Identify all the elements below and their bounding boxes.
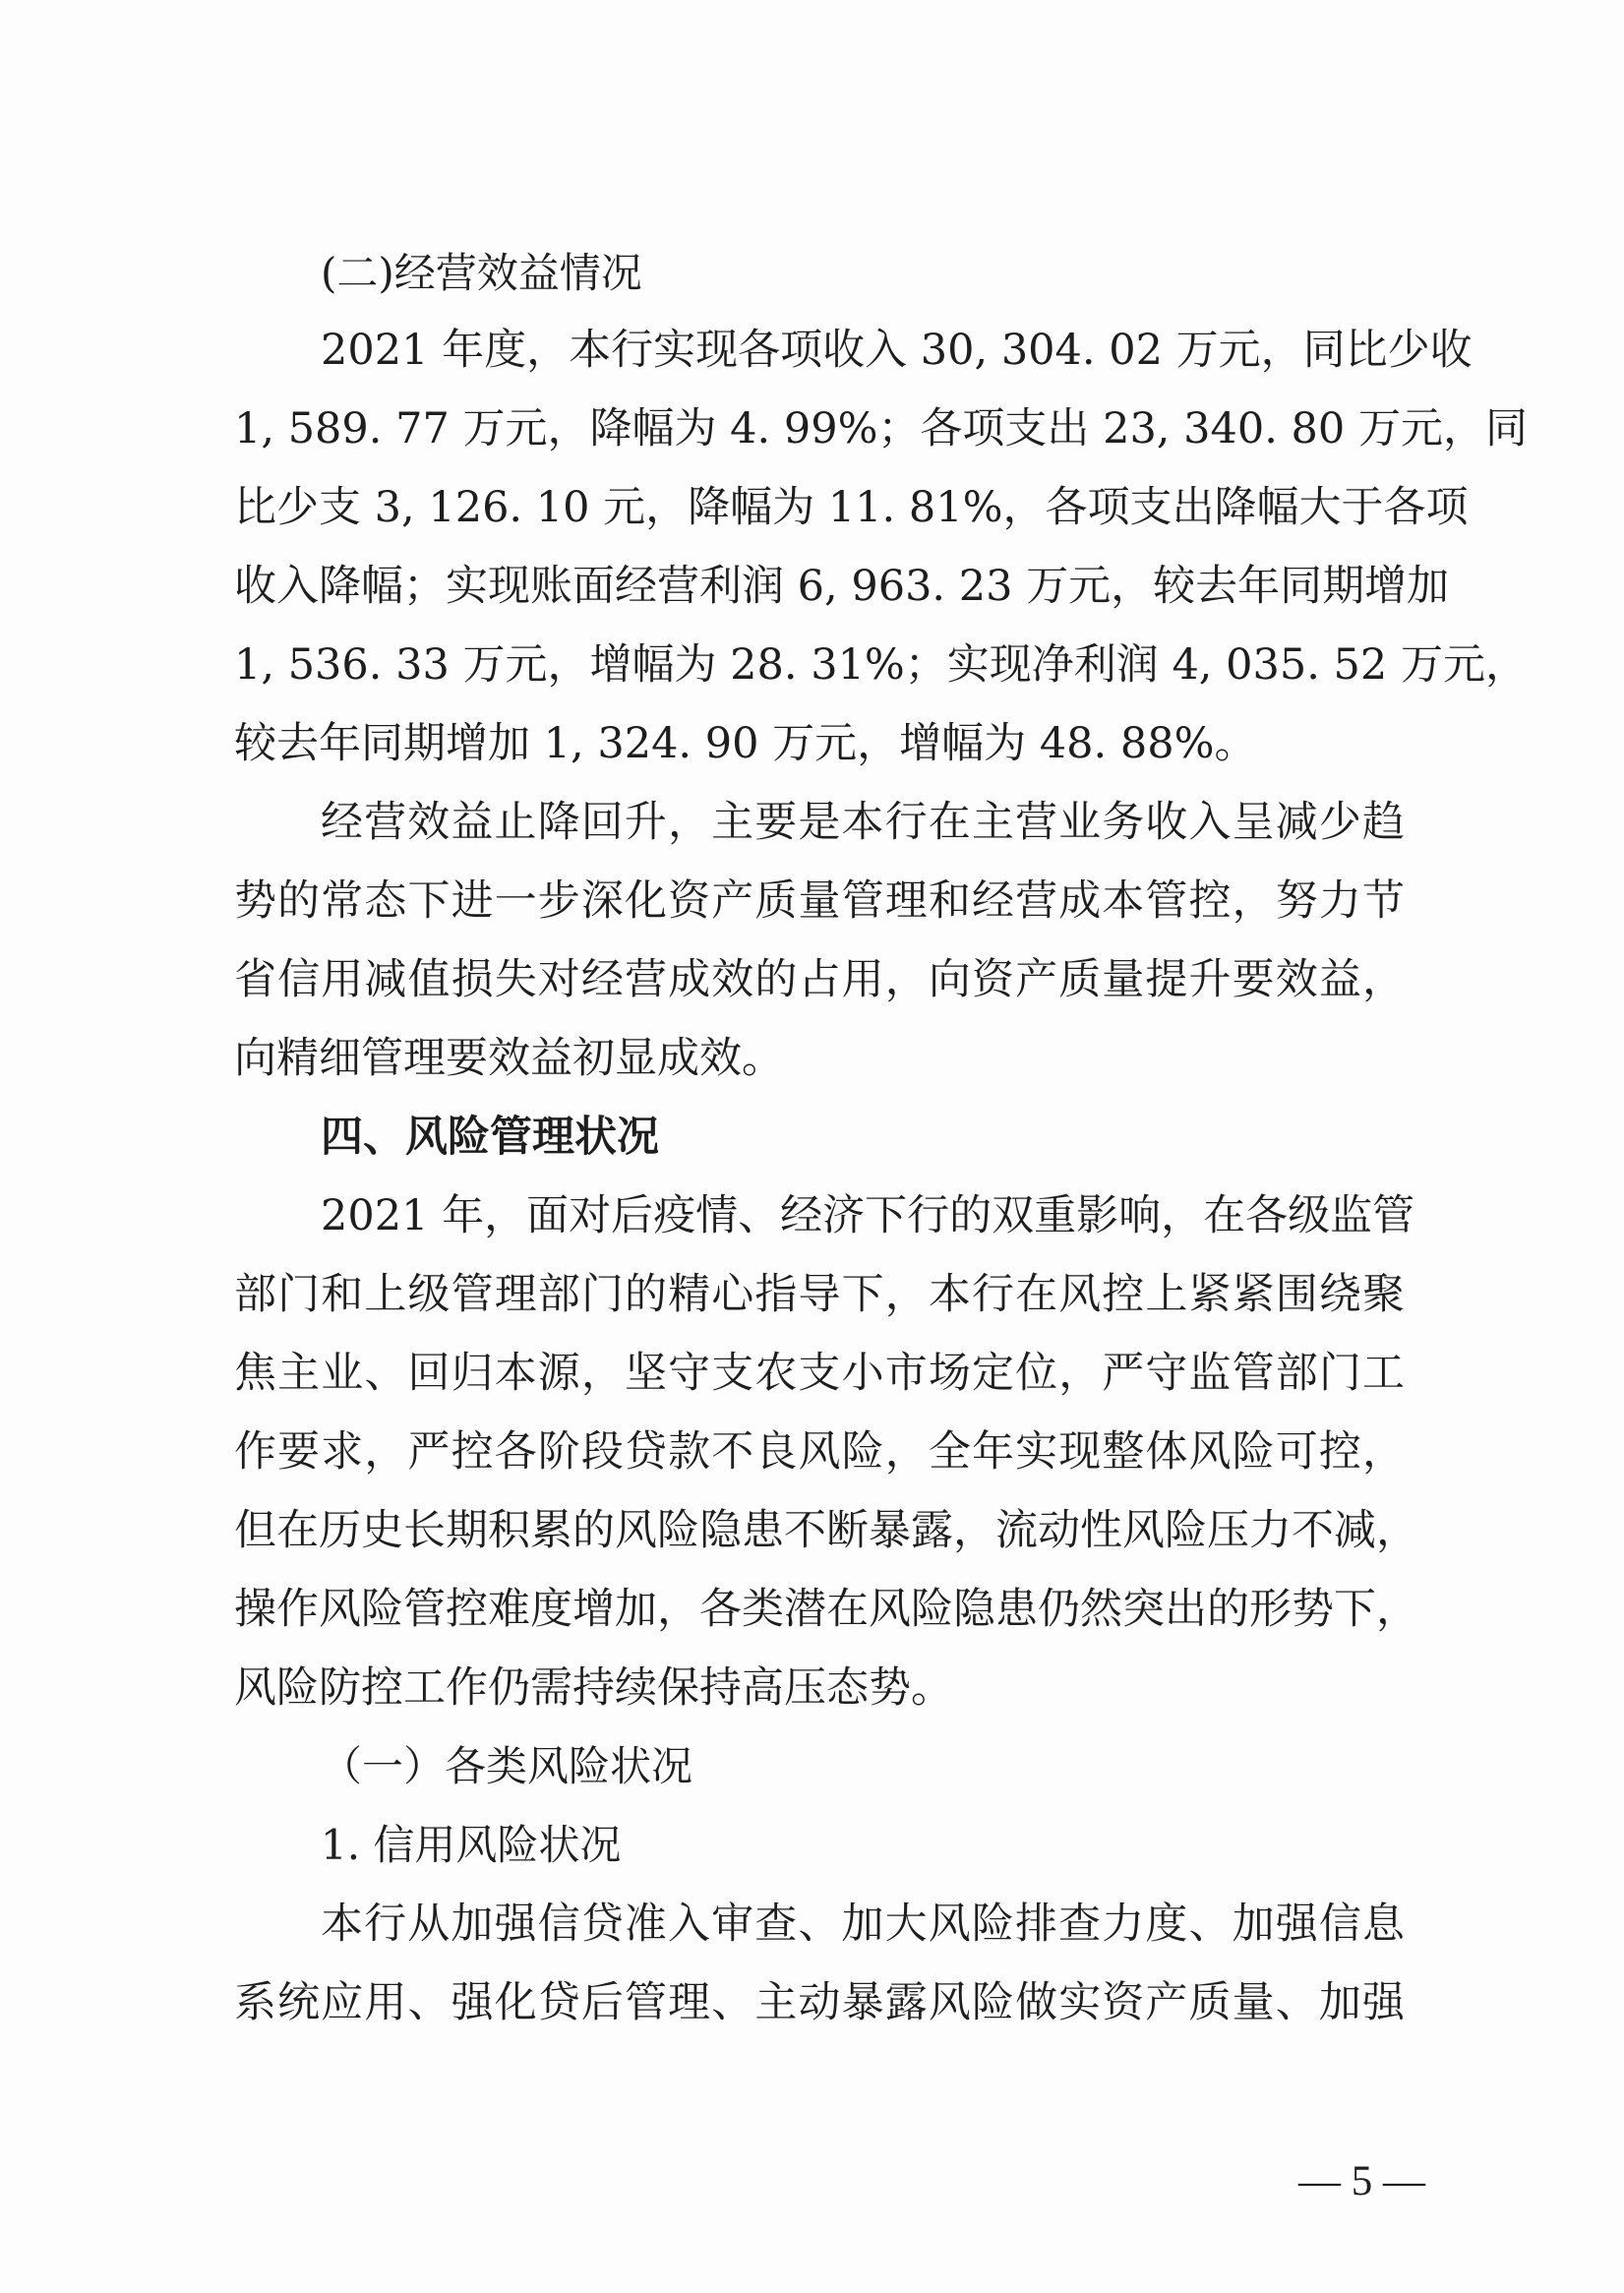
- paragraph-line: 经营效益止降回升，主要是本行在主营业务收入呈减少趋: [321, 798, 1405, 847]
- paragraph-line: 势的常态下进一步深化资产质量管理和经营成本管控，努力节: [234, 876, 1405, 926]
- paragraph-line: 风险防控工作仍需持续保持高压态势。: [234, 1663, 953, 1713]
- subheading-credit-risk: 1. 信用风险状况: [321, 1821, 622, 1869]
- paragraph-line: 较去年同期增加 1, 324. 90 万元，增幅为 48. 88%。: [234, 719, 1257, 768]
- paragraph-line: 收入降幅；实现账面经营利润 6, 963. 23 万元，较去年同期增加: [234, 562, 1450, 611]
- page-number: — 5 —: [1298, 2158, 1425, 2204]
- paragraph-line: 1, 536. 33 万元，增幅为 28. 31%；实现净利润 4, 035. 52 万元，: [234, 640, 1528, 690]
- paragraph-line: 但在历史长期积累的风险隐患不断暴露，流动性风险压力不减，: [234, 1506, 1418, 1555]
- paragraph-line: 向精细管理要效益初显成效。: [234, 1034, 784, 1083]
- paragraph-line: 比少支 3, 126. 10 元，降幅为 11. 81%，各项支出降幅大于各项: [234, 483, 1469, 532]
- paragraph-line: 焦主业、回归本源，坚守支农支小市场定位，严守监管部门工: [234, 1349, 1405, 1398]
- paragraph-line: 系统应用、强化贷后管理、主动暴露风险做实资产质量、加强: [234, 1978, 1405, 2027]
- section-heading-risk-management: 四、风险管理状况: [321, 1113, 659, 1162]
- paragraph-line: 1, 589. 77 万元，降幅为 4. 99%；各项支出 23, 340. 80 万元，同: [234, 404, 1528, 453]
- subheading-operating-benefits: (二)经营效益情况: [321, 249, 642, 297]
- paragraph-line: 操作风险管控难度增加，各类潜在风险隐患仍然突出的形势下，: [234, 1585, 1418, 1634]
- paragraph-line: 2021 年度，本行实现各项收入 30, 304. 02 万元，同比少收: [321, 326, 1473, 375]
- paragraph-line: 部门和上级管理部门的精心指导下，本行在风控上紧紧围绕聚: [234, 1270, 1405, 1319]
- paragraph-line: 省信用减值损失对经营成效的占用，向资产质量提升要效益，: [234, 955, 1405, 1004]
- paragraph-line: 本行从加强信贷准入审查、加大风险排查力度、加强信息: [321, 1900, 1405, 1949]
- paragraph-line: 作要求，严控各阶段贷款不良风险，全年实现整体风险可控，: [234, 1427, 1405, 1477]
- subheading-risk-status: （一）各类风险状况: [321, 1742, 693, 1790]
- paragraph-line: 2021 年，面对后疫情、经济下行的双重影响，在各级监管: [321, 1191, 1415, 1240]
